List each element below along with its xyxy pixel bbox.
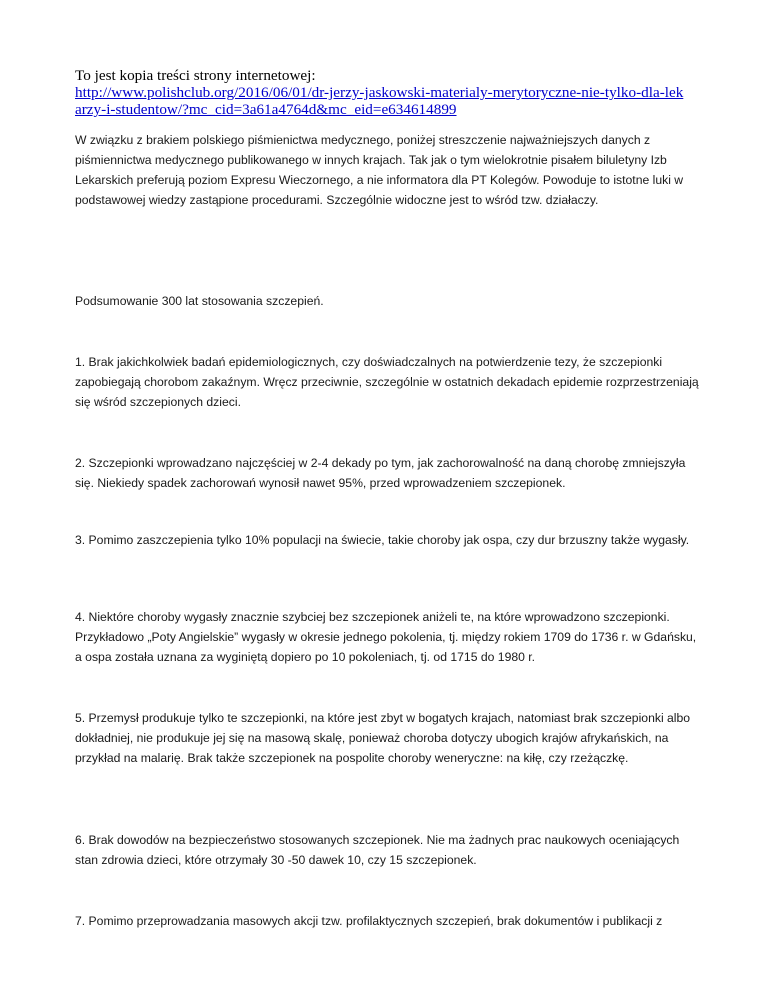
intro-paragraph: W związku z brakiem polskiego piśmienictwa medycznego, poniżej streszczenie najważniejszych danych z piśmiennictwa medycznego publikowanego w innych krajach. Tak jak o tym wielokrotnie pisałem biluletyny Izb Lekarskich preferują poziom Expresu Wieczornego, a nie informatora dla PT Kolegów. Powoduje to istotne luki w podstawowej wiedzy zastąpione procedurami. Szczególnie widoczne jest to wśród tzw. działaczy.: [75, 133, 684, 207]
list-item: 3. Pomimo zaszczepienia tylko 10% populacji na świecie, takie choroby jak ospa, czy dur brzuszny także wygasły.: [75, 533, 690, 547]
list-item: 7. Pomimo przeprowadzania masowych akcji tzw. profilaktycznych szczepień, brak dokumentów i publikacji z: [75, 914, 663, 928]
summary-heading: Podsumowanie 300 lat stosowania szczepień.: [75, 294, 324, 308]
list-item: 1. Brak jakichkolwiek badań epidemiologicznych, czy doświadczalnych na potwierdzenie tezy, że szczepionki zapobiegają chorobom zakaźnym. Wręcz przeciwnie, szczególnie w ostatnich dekadach epidemie rozprzestrzeniają się wśród szczepionych dzieci.: [75, 355, 699, 409]
page-header: [75, 67, 715, 118]
list-item: 5. Przemysł produkuje tylko te szczepionki, na które jest zbyt w bogatych krajach, natomiast brak szczepionki albo dokładniej, nie produkuje jej się na masową skalę, ponieważ choroba dotyczy ubogich krajów afrykańskich, na przykład na malarię. Brak także szczepionek na pospolite choroby weneryczne: na kiłę, czy rzeżączkę.: [75, 711, 691, 765]
list-item: 4. Niektóre choroby wygasły znacznie szybciej bez szczepionek aniżeli te, na które wprowadzono szczepionki. Przykładowo „Poty Angielskie” wygasły w okresie jednego pokolenia, tj. między rokiem 1709 do 1736 r. w Gdańsku, a ospa została uznana za wyginiętą dopiero po 10 pokoleniach, tj. od 1715 do 1980 r.: [75, 610, 697, 664]
header-title: To jest kopia treści strony internetowej:: [75, 67, 316, 84]
list-item: 6. Brak dowodów na bezpieczeństwo stosowanych szczepionek. Nie ma żadnych prac naukowych oceniających stan zdrowia dzieci, które otrzymały 30 -50 dawek 10, czy 15 szczepionek.: [75, 833, 680, 867]
list-item: 2. Szczepionki wprowadzano najczęściej w 2-4 dekady po tym, jak zachorowalność na daną chorobę zmniejszyła się. Niekiedy spadek zachorowań wynosił nawet 95%, przed wprowadzeniem szczepionek.: [75, 456, 686, 490]
source-link[interactable]: http://www.polishclub.org/2016/06/01/dr-jerzy-jaskowski-materialy-merytoryczne-nie-tylko-dla-lekarzy-i-studentow/?mc_cid=3a61a4764d&mc_eid=e634614899: [75, 84, 684, 118]
